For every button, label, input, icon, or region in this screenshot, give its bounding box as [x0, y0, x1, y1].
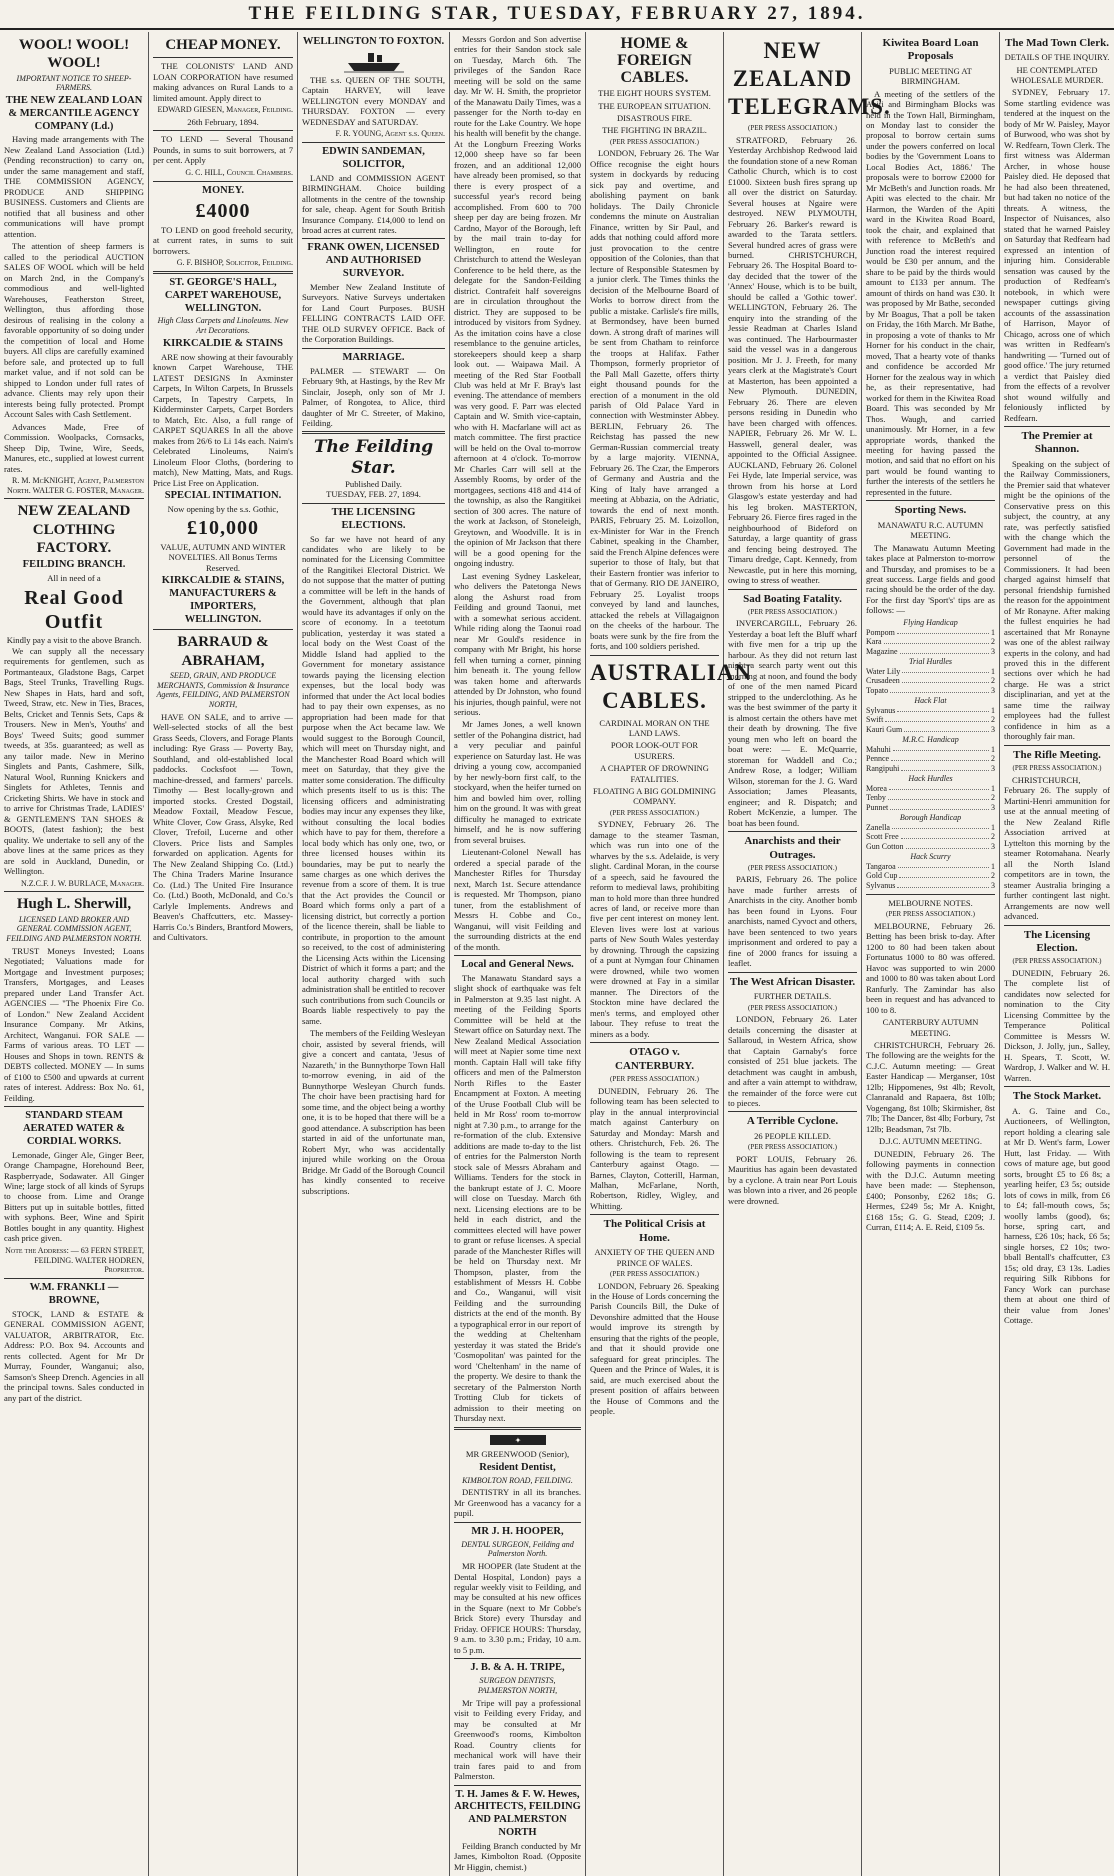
otago-body: DUNEDIN, February 26. The following team has been selected to play in the annual interprovincial match against Canterbury on Saturday and Monday: Marsh and others. Christchurch, Feb. 26. The following is the team to represent Canterbury against Otago. — Barnes, Clayton, Cotterill, Harman, Malhan, McFarlane, North, Robertson, Ridley, Wigley, and Whitting.	[590, 1085, 719, 1211]
home-sub-4: THE FIGHTING IN BRAZIL.	[602, 125, 707, 136]
race-name: Hack Scurry	[910, 851, 951, 861]
sherwill-heading: Hugh L. Sherwill,	[16, 896, 132, 913]
sporting-sub: MANAWATU R.C. AUTUMN MEETING.	[877, 519, 984, 541]
tripe-heading: J. B. & A. H. TRIPE,	[470, 1662, 565, 1674]
cyclone-body: PORT LOUIS, February 26. Mauritius has again been devastated by a cyclone. A train near Port Louis was blown into a river, and 26 people were drowned.	[728, 1153, 858, 1206]
race-tip-row: Mahuhi 1	[866, 744, 995, 754]
frankli-body: STOCK, LAND & ESTATE & GENERAL COMMISSION AGENT, VALUATOR, ARBITRATOR, Etc. Address: P.O. Box 94. Accounts and rents collected. Agent for Mr Dr Murray, Founder, Wanganui; also, Samson's Sheep Drench. Agencies in all the principal towns. Sales conducted in any part of the district.	[4, 1308, 144, 1403]
race-tip-row: Water Lily 1	[866, 666, 995, 676]
australian-sub-3: A CHAPTER OF DROWNING FATALITIES.	[600, 763, 709, 784]
clothing-heading: NEW ZEALAND CLOTHING FACTORY.	[17, 503, 131, 557]
continued-news-4: Lieutenant-Colonel Newall has ordered a special parade of the Manchester Rifles for Thursday next, March 1st. Secure attendance is requested. Mr Thompson, piano tuner, from the establishment of Messrs H. Cobbe and Co., Wanganui, will visit Feilding and the surrounding districts at the end of the month.	[454, 847, 581, 952]
steamship-icon	[302, 51, 445, 73]
home-body: LONDON, February 26. The War Office recognise the eight hours system in dockyards by reducing sick pay and overtime, and abolishing payment on bank holidays. The Daily Chronicle condemns the minute on Australian Finance, written by Sir Paul, and adds that nothing could afford more just provocation to the centre opposition of the Colonies, than that lecture of Responsible Statesmen by a junior clerk. The Times thinks the decision of the Melbourne Board of Works to borrow direct from the public a mistake. Carlisle's fire mills, at Bermondsey, have been burned down. A strong draft of marines will be sent from Chatham to reinforce the troops at Halifax. Father Thompson, formerly proprietor of the Pall Mall Gazette, offers thirty eight thousand pounds for the erection of a monument in the old parish of Old Palace Yard in connection with Westminster Abbey. BERLIN, February 26. The Reichstag has passed the new German-Russian commercial treaty by a large majority. VIENNA, February 26. The Czar, the Emperors of Germany and Austria and the King of Italy have arranged a meeting at Abbazia, on the Adriatic, towards the end of next month. PARIS, February 25. M. Loizollon, ex-Minister for War in the French Cabinet, speaking in the Chamber, said the French Alpine defences were superior to those of Italy, but that their Eastern frontier was inferior to that of Germany. RIO DE JANEIRO, February 25. Loyalist troops conveyed by land and launches, attacked the rebels at Villagaignon on the cheeks of the harbour. The boats were sunk by the fire from the forts, and 100 soldiers perished.	[590, 148, 719, 652]
hooper-body: MR HOOPER (late Student at the Dental Hospital, London) pays a regular weekly visit to Feilding, and may be consulted at his new offices in the Square (next to Mr Cobbe's Brick Store) every Thursday and Friday. OFFICE HOURS: Thursday, 9 a.m. to 3.30 p.m.; Friday, 10 a.m. to 5 p.m.	[454, 1561, 581, 1655]
hooper-subheading: DENTAL SURGEON, Feilding and Palmerston North.	[461, 1539, 574, 1559]
hooper-heading: MR J. H. HOOPER,	[471, 1525, 564, 1537]
money-body: TO LEND on good freehold security, at current rates, in sums to suit borrowers.	[153, 224, 293, 256]
wool-heading: WOOL! WOOL! WOOL!	[18, 37, 130, 72]
race-tips-list	[866, 618, 995, 891]
kirkcaldie-heading: KIRKCALDIE & STAINS	[163, 337, 283, 349]
continued-news-2: Last evening Sydney Laskelear, who delivers the Patetonga News along the Ashurst road from Feilding and ground Taonui, met with a somewhat serious accident. While riding along the Taonui road near Mr Gould's residence in company with Mr Bright, his horse fell when turning a corner, pinning him beneath it. The young fellow was taken home and afterwards attended by Dr Johnston, who found his injuries, though painful, were not serious.	[454, 570, 581, 717]
home-sub-3: DISASTROUS FIRE.	[616, 113, 693, 124]
issue-date: TUESDAY, FEB. 27, 1894.	[326, 489, 421, 500]
clothing-outfit: Real Good Outfit	[24, 586, 124, 634]
race-name: Flying Handicap	[903, 617, 958, 627]
stock-market-heading: The Stock Market.	[1012, 1090, 1102, 1103]
column-3	[298, 32, 450, 1876]
licensing-body-2: The members of the Feilding Wesleyan choir, assisted by several friends, will give a concert and cantata, 'Jesus of Nazareth,' in the Bunnythorpe Town Hall to-morrow evening, in aid of the Bunnythorpe Wesleyan Church funds. The choir have been practising hard for some time, and the object being a worthy one, it is to be hoped that there will be a good attendance. A subscription has been started in aid of the unfortunate man, Robert Myr, who was accidentally injured while working on the Oroua Bridge. Mr Gadd of the Borough Council has kindly consented to receive subscriptions.	[302, 1028, 445, 1196]
horse-name: Kauri Gum	[866, 725, 903, 735]
dentist-body: DENTISTRY in all its branches. Mr Greenwood has a vacancy for a pupil.	[454, 1487, 581, 1519]
stgeorge-subheading: High Class Carpets and Linoleums. New Art Decorations.	[157, 316, 289, 336]
continued-news: Messrs Gordon and Son advertise entries for their Sandon stock sale on Tuesday, March 6th. The privileges of the Sandon Race meeting will be sold on the same day. Mr W. H. Smith, the proprietor of the Manawatu Daily Times, was a passenger for the North to-day en route for the Lake Country. We hope his health will benefit by the change. At the Longburn Freezing Works 12,000 sheep have so far been frozen, and an additional 12,000 have already been promised, so that there is every prospect of a successful year's record being accomplished. From 600 to 700 sheep per day are being frozen. Mr Cardno, Mayor of the Borough, left by the mail train to-day for Wellington, en route for Christchurch to attend the Wesleyan Conference to be held there, as the delegate for the Sandon-Feilding district. Contrafeit half sovereigns are in circulation throughout the district. They are supposed to be introduced by visitors from Sydney. As the imitation coins have a close resemblance to the genuine articles, storekeepers should keep a sharp look out. — Waipawa Mail. A meeting of the Red Star Football Club was held at Mr F. Bray's last evening. The attendance of members was very good. F. Parr was elected Captain and W. Smith vice-captain, who with H. Macfarlane will act as match committee. The first practice will be held on the Oval to-morrow afternoon at 4 o'clock. To-morrow Mr Charles Carr will sell at the Assembly Rooms, by order of the mortgagees, sections 418 and 414 of the township, as also the Rangitikei section of 300 acres. The nature of the work at Jackson, of Stoneleigh, Greytown, and Woodville. It is in the opinion of Mr Jackson that there will be a good opening for the ongoing industry.	[454, 34, 581, 569]
horse-name: Pompom	[866, 627, 895, 637]
horse-name: Kara	[866, 637, 882, 647]
column-7	[862, 32, 1000, 1876]
race-tip-row: Morea 1	[866, 783, 995, 793]
foxton-heading: WELLINGTON TO FOXTON.	[302, 36, 445, 47]
dentist-subheading: KIMBOLTON ROAD, FEILDING.	[462, 1475, 573, 1485]
race-tip-row: Kauri Gum 3	[866, 725, 995, 735]
horse-name: Zanella	[866, 822, 890, 832]
continued-news-3: Mr James Jones, a well known settler of the Pohangina district, had a very peculiar and painful experience on Saturday last. He was driving a young cow, accompanied by her newly-born first calf, to the stockyard, when the heifer turned on him and bowled him over, rolling him on the ground. It was with great difficulty he managed to extricate himself, and he is now suffering from several bruises.	[454, 719, 581, 845]
australian-sub-2: POOR LOOK-OUT FOR USURERS.	[610, 740, 699, 761]
horse-name: Tangaroa	[866, 861, 896, 871]
race-name: M.R.C. Handicap	[902, 734, 959, 744]
lend-body: TO LEND — Several Thousand Pounds, in sums to suit borrowers, at 7 per cent. Apply	[153, 134, 293, 166]
mad-clerk-sub: DETAILS OF THE INQUIRY.	[1004, 52, 1110, 63]
stgeorge-heading: ST. GEORGE'S HALL, CARPET WAREHOUSE, WELLINGTON.	[164, 277, 282, 314]
advances-text: Advances Made, Free of Commission. Woolpacks, Cornsacks, Sheep Dip, Twine, Wire, Seeds, Manures, etc., supplied at lowest current rates.	[4, 421, 144, 474]
barraud-heading: BARRAUD & ABRAHAM,	[177, 634, 269, 669]
masthead: THE FEILDING STAR, TUESDAY, FEBRUARY 27, 1894.	[0, 0, 1114, 30]
column-1	[0, 32, 149, 1876]
djc-body: DUNEDIN, February 26. The following payments in connection with the D.J.C. Autumn meeting have been made: — Stephenson, £400; Ponsonby, £262 18s; G. Hermes, £249 5s; Mr A. Knight, £168 15s; G. G. Stead, £209; J. Curran, £114; A. E. Reid, £109 5s.	[866, 1148, 995, 1233]
mad-clerk-body: SYDNEY, February 17. Some startling evidence was tendered at the inquest on the body of Mr W. Paisley, Mayor of Burwood, who was shot by W. Redfearn, Town Clerk. The first witness was Alderman Archer, in whose house Paisley died. He deposed that he had also been threatened, but had taken no notice of the threats. A witness, the Inspector of Nuisances, also stated that he warned Paisley on Saturday that Redfearn had expressed an intention of injuring him. Considerable sensation was caused by the production of Redfearn's notebook, in which were newspaper cuttings giving accounts of the assassination of Harrison, Mayor of Chicago, across one of which was written in Redfearn's handwriting — 'Turned out of good office.' The jury returned a verdict that Paisley died from the effects of a revolver shot wound wilfully and feloniously inflicted by Redfearn.	[1004, 87, 1110, 423]
otago-credit: (PER PRESS ASSOCIATION.)	[610, 1075, 699, 1084]
tooth-icon	[454, 1433, 581, 1449]
kirkcaldie-amount: £10,000	[187, 517, 259, 540]
horse-name: Sylvanus	[866, 705, 896, 715]
clothing-branch: FEILDING BRANCH.	[22, 559, 126, 571]
kirkcaldie-showing: Now opening by the s.s. Gothic,	[167, 503, 279, 514]
kiwitea-sub: PUBLIC MEETING AT BIRMINGHAM.	[889, 65, 972, 87]
anarchists-body: PARIS, February 26. The police have made further arrests of Anarchists in the city. Another bomb has been found in Lyons. Four anarchists, named Cyvoct and others, have been sentenced to two years imprisonment and ordered to pay a fine of 2000 francs for issuing a leaflet.	[728, 874, 857, 969]
otago-heading: OTAGO v. CANTERBURY.	[615, 1046, 694, 1072]
political-credit: (PER PRESS ASSOCIATION.)	[610, 1269, 699, 1278]
kirkcaldie-body: ARE now showing at their favourably known Carpet Warehouse, THE LATEST DESIGNS In Axminster Carpets, In Wilton Carpets, In Brussels Carpets, In Tapestry Carpets, In Kidderminster Carpets, Carpet Borders to Match, Etc. Also, a full range of CARPET SQUARES In all the above makes from 26/6 to Li 14s each. Nairn's Celebrated Linoleums, Nairn's Linoleum Floor Cloths, (bordering to match), New Matting, Mats, and Rugs. Price List Free on Application.	[153, 351, 293, 488]
horse-name: Crusadeen	[866, 676, 900, 686]
horse-name: Rangipuhi	[866, 764, 900, 774]
djc-heading: D.J.C. AUTUMN MEETING.	[879, 1136, 982, 1147]
marriage-heading: MARRIAGE.	[342, 351, 405, 363]
licensing-body: So far we have not heard of any candidates who are likely to be nominated for the Licensing Committee of the Rangitikei Electoral District. We do not suppose that the matter of putting a committee will be left in the hands of the Government, although that plan would have its advantages if only on the score of economy. In a teetotum publication, yesterday it was stated a local body on the West Coast of the Middle Island had applied to the Government for monetary assistance towards paying the licensing election expenses, but the local body was informed that under the Act local bodies had to pay their own expenses, as no appropriation had been made for that purpose when the Act became law. We would suggest to the Borough Council, which will meet on Thursday night, and the Manchester Road Board which will meet on Saturday, that they give the matter some consideration. The difficulty which presents itself to us is this: The licensing officers and administrating bodies may incur any expenses they like, without consulting the local bodies which have to pay for them, therefore a local body which has only one, two, or three licensed houses within its boundaries, may be put to nearly the same charges as one which derives the revenue from a score of them. It is true that the Act provides the Council or Board which forms only a part of a licensing district, but correctly a portion of the licence therein, shall be liable to contribute, in proportion to the amount so received, to the cost of administering the Licensing Acts within the Licensing District of which it forms a part; and the local authority charged with such administration shall be entitled to recover such contributions from such Councils or Boards liable respectively to pay the same.	[302, 533, 445, 1026]
horse-name: Swift	[866, 715, 884, 725]
colonists-date: 26th February, 1894.	[187, 116, 259, 127]
sandeman-body: LAND and COMMISSION AGENT BIRMINGHAM. Choice building allotments in the centre of the township for sale, cheap. Agent for South British Insurance Company. £14,000 to lend on broad acres at current rates.	[302, 172, 445, 235]
clothing-body: We can supply all the necessary requirements for gentlemen, such as Portmanteaux, Gladstone Bags, Carpet Bags, Steel Trunks, Travelling Rugs. New Shapes in Hats, hard and soft, Tweed, Straw, etc. New in Ties, Braces, Belts, Cricket and Tennis Sets, Caps & Trousers. New in Men's, Youths' and Boys' Tweed Suits; good summer tweeds, at 35s. guaranteed; as well as any tailor made. New in Merino Singlets and Pants, Cashmere, Silk, Natural Wool, Running Knickers and Singlets for Athletes, Tennis and Cricketing Shirts. We have in stock and to arrive for Christmas Trade, LADIES' & GENTLEMEN'S TAN SHOES & BOOTS, (latest fashion); the best quality. We undertake to sell any of the above lines at the same prices as they are sold in Auckland, Dunedin, or Wellington.	[4, 645, 144, 877]
west-african-sub: FURTHER DETAILS.	[753, 991, 832, 1002]
anarchists-credit: (PER PRESS ASSOCIATION.)	[748, 863, 837, 872]
cyclone-credit: (PER PRESS ASSOCIATION.)	[748, 1143, 837, 1152]
melbourne-heading: MELBOURNE NOTES.	[888, 897, 973, 908]
nz-body: STRATFORD, February 26. Yesterday Archbishop Redwood laid the foundation stone of a new Roman Catholic Church, which is to cost £1000. Sixteen bush fires sprang up all over the district on Saturday. Several houses at Ngaire were destroyed. NEW PLYMOUTH, February 26. Barker's reward is awarded to the Tarata settlers. Several hundred acres of grass were burned. CHRISTCHURCH, February 26. The Hospital Board to-day decided that the tower of the 'Annex' House, which is to be built, should be called a 'Gothic tower'. WELLINGTON, February 26. The enquiry into the stranding of the Jessie Readman at Charles Island was continued. The Harbourmaster said the vessel was in a dangerous position. Mr J. J. Freeth, for many years clerk at the Magistrate's Court at Masterton, has been appointed a New Plymouth. DUNEDIN, February 26. There are eleven persons residing in Dunedin who have been charged with offences. NAPIER, February 26. Mr W. L. Hasswell, general dealer, was appointed to the Official Assignee. AUCKLAND, February 26. Colonel Fei Hyde, late Imperial service, was thrown from his horse at Lord Glasgow's estate yesterday and had his leg broken. MASTERTON, February 26. Fierce fires raged in the neighbourhood of Bideford on Saturday, a large quantity of grass and fencing being destroyed. The Timaru dredge, Capt. Kennedy, from Newcastle, put in here this morning, owing to stress of weather.	[728, 134, 857, 586]
sandeman-heading: EDWIN SANDEMAN, SOLICITOR,	[322, 145, 425, 170]
home-sub-2: THE EUROPEAN SITUATION.	[598, 100, 711, 111]
shannon-body: Speaking on the subject of the Railway Commissioners, the Premier said that whatever might be the opinions of the Conservative press on this subject, the country, at any rate, was perfectly satisfied with the change which the Government had made in the personnel of the Commissioners. It had been charged against himself that personal friendship furnished the reason for the appointment of Mr Ronayne. After making the fullest enquiries he had ascertained that Mr Ronayne was one of the ablest railway experts in the colony, and had proved this in the different sections over which he had charge. He was a strict disciplinarian, and yet at the same time the railway employees had the fullest confidence in him as a thoroughly fair man.	[1004, 458, 1110, 742]
aerated-heading: STANDARD STEAM AERATED WATER & CORDIAL WORKS.	[22, 1110, 126, 1147]
horse-name: Morea	[866, 783, 887, 793]
architects-body: Feilding Branch conducted by Mr James, Kimbolton Road. (Opposite Mr Higgin, chemist.)	[454, 1840, 581, 1872]
published-daily: Published Daily.	[345, 478, 402, 489]
political-body: LONDON, February 26. Speaking in the House of Lords concerning the Parish Councils Bill, the Duke of Devonshire admitted that the House would improve its strength by ensuring that the rights of the people, and that it should provide one safeguard for great principles. The Queen and the Prince of Wales, it is said, are much exercised about the present position of affairs between the House of Commons and the people.	[590, 1280, 719, 1417]
race-tip-row: Pompom 1	[866, 627, 995, 637]
boating-credit: (PER PRESS ASSOCIATION.)	[748, 607, 837, 616]
licensing-election-heading: The Licensing Election.	[1023, 928, 1091, 954]
horse-name: Punnet	[866, 803, 889, 813]
greenwood-name: MR GREENWOOD (Senior),	[465, 1449, 570, 1460]
local-news-heading: Local and General News.	[461, 959, 574, 971]
west-african-body: LONDON, February 26. Later details concerning the disaster at Sallaroud, in Western Africa, show that Captain Garnaby's force consisted of 251 blue jackets. The detachment was caught in ambush, and after a vain attempt to withdraw, the remainder of the force were cut to pieces.	[728, 1014, 857, 1108]
column-8	[1000, 32, 1114, 1876]
anarchists-heading: Anarchists and their Outrages.	[744, 835, 841, 861]
nzla-body: Having made arrangements with The New Zealand Land Association (Ltd.) (Pending reconstruction) to carry on, under the same management and staff, THE COMMISSION AGENCY, PRODUCE AND SHIPPING BUSINESS. Customers and Clients are notified that all business and other communications will have prompt attention.	[4, 134, 144, 239]
west-african-heading: The West African Disaster.	[729, 975, 856, 988]
race-tip-row: Swift 2	[866, 715, 995, 725]
auction-body: The attention of sheep farmers is called to the periodical AUCTION SALES OF WOOL which will be held on March 2nd, in the Company's commodious and well-lighted Warehouses, Featherston Street, Wellington, thus affording those desirous of realising in the colony a favorable opportunity of so doing under the competition of local and Home buyers. All clips are carefully examined before sale, and protected up to full market value, and if not sold can be shipped to London under full rates of advance. Clients may rely upon their interests being fully protected. Prompt Account Sales with Cash Settlement.	[4, 241, 144, 420]
owen-heading: FRANK OWEN, LICENSED AND AUTHORISED SURVEYOR.	[307, 242, 440, 280]
architects-heading: T. H. James & F. W. Hewes, ARCHITECTS, FEILDING AND PALMERSTON NORTH	[454, 1788, 581, 1838]
queen-signature: F. R. YOUNG, Agent s.s. Queen.	[335, 129, 445, 139]
cyclone-heading: A Terrible Cyclone.	[746, 1115, 839, 1128]
horse-name: Scott Free	[866, 832, 899, 842]
horse-name: Gold Cup	[866, 871, 898, 881]
kiwitea-body: A meeting of the settlers of the Apiti and Birmingham Blocks was held in the Town Hall, Birmingham, on Monday last to consider the proposal to borrow certain sums under the powers conferred on local bodies by the 'Government Loans to Local Bodies Act, 1886.' The proposals were to borrow £2000 for Mr McBeth's and Junction roads. Mr Apiti was elected to the chair. Mr Harmon, the Warden of the Apiti ward in the Kiwitea Road Board, took the chair, and explained that with reference to McBeth's and Junction road the interest required would be £30 per annum, and the share to be paid by the thirds would amount to £133 per annum. The amount of thirds on hand was £30. It was proposed by Mr Bathe, seconded by Mr Boagus, That a poll be taken on Friday, the 16th March. Mr Bathe, in proposing a vote of thanks to Mr Horner for his conduct in the chair, moved, That a hearty vote of thanks and confidence be accorded Mr Horner for the zealous way in which he, as their representative, had worked for them in the Kiwitea Road Board. This was seconded by Mr Thos. Waugh, and carried unanimously. Mr Horner, in a few appropriate words, thanked the meeting for having passed the motion, and said that no effort on his part would be found wanting to further the interests of the settlers he represented in the future.	[866, 88, 995, 497]
local-news-body: The Manawatu Standard says a slight shock of earthquake was felt in Palmerston at 9.35 last night. A meeting of the Feilding Sports Committee will be held at the Stewart office on Saturday next. The New Zealand Medical Association will meet at Napier some time next month. Captain Hall will take fifty officers and men of the Palmerston North Rifles to the Easter Encampment at Foxton. A meeting of the Uruse Football Club will be held in Mr Ross' room to-morrow night at 7.30 p.m., to arrange for the re-formation of the club. Extensive additions are made to-day to the list of entries for the Palmerston North stock sale of Messrs Abraham and Williams. Tenders for the stock in the bankrupt estate of J. C. Moore will close on Tuesday. March 6th next. Licensing elections are to be held in each district, and the committees elected will have power to grant or refuse licenses. A special parade of the Manchester Rifles will be held on Thursday next. Mr Thompson, plaster, from the establishment of Messrs H. Cobbe and Co., Wanganui, will visit Feilding and the surrounding districts at the end of the month. By a typographical error in our report of the wedding at Cheltenham yesterday it was stated the Bride's 'Cosmopolitan' was painted for the word 'Cheltenham' in the name of the property. We desire to thank the secretary of the Palmerston North Trotting Club for tickets of admission to their meeting on Thursday next.	[454, 972, 581, 1424]
horse-name: Water Lily	[866, 666, 901, 676]
column-5	[586, 32, 753, 1876]
horse-name: Mahuhi	[866, 744, 891, 754]
australian-credit: (PER PRESS ASSOCIATION.)	[610, 808, 699, 817]
mad-clerk-sub-2: HE CONTEMPLATED WHOLESALE MURDER.	[1010, 64, 1104, 86]
australian-heading: AUSTRALIAN CABLES.	[590, 659, 753, 713]
licensing-election-credit: (PER PRESS ASSOCIATION.)	[1012, 957, 1102, 966]
australian-sub-1: CARDINAL MORAN ON THE LAND LAWS.	[599, 717, 710, 739]
home-foreign-heading: HOME & FOREIGN CABLES.	[617, 35, 692, 86]
melbourne-credit: (PER PRESS ASSOCIATION.)	[886, 910, 975, 919]
race-tip-row: Sylvanus 3	[866, 881, 995, 891]
colonists-body: THE COLONISTS' LAND AND LOAN CORPORATION have resumed making advances on Rural Lands to a limited amount. Apply direct to	[153, 61, 293, 103]
rifle-body: CHRISTCHURCH, February 26. The supply of Martini-Henri ammunition for use at the annual meeting of the New Zealand Rifle Association arrived at Lyttelton this morning by the steamer Rotomahana. Nearly all the North Island competitors are in town, the steamer Australia bringing a further contingent last night. Arrangements are now well advanced.	[1004, 774, 1110, 922]
horse-name: Pennce	[866, 754, 890, 764]
race-tip-row: Tenby 2	[866, 793, 995, 803]
dentist-heading: Resident Dentist,	[479, 1461, 556, 1473]
auction-signature: R. M. McKNIGHT, Agent, Palmerston North. WALTER G. FOSTER, Manager.	[7, 475, 144, 495]
tripe-subheading: SURGEON DENTISTS, PALMERSTON NORTH,	[477, 1676, 558, 1695]
political-subheading: ANXIETY OF THE QUEEN AND PRINCE OF WALES.	[594, 1247, 715, 1268]
australian-body: SYDNEY, February 26. The damage to the steamer Tasman, which was run into one of the wharves by the s.s. Adelaide, is very slight. Cardinal Moran, in the course of a speech, said he favoured the reform to medieval laws, prohibiting man to hold more than three hundred acres of land, or receive more than five per cent interest on money lent. Eleven lives were lost at various parts of New South Wales yesterday by drowning. Through the capsizing of a punt at Nymgan four Chinamen were drowned, while two women were drowned at Fay in a similar manner. The Directors of the Stockton mine have declared the men's terms, and employed other labour. They refuse to treat the miners as a body.	[590, 819, 719, 1039]
licensing-heading: THE LICENSING ELECTIONS.	[331, 506, 416, 531]
horse-name: Tenby	[866, 793, 886, 803]
clothing-visit: Kindly pay a visit to the above Branch.	[6, 635, 142, 646]
australian-sub-4: FLOATING A BIG GOLDMINING COMPANY.	[592, 785, 716, 807]
kiwitea-heading: Kiwitea Board Loan Proposals	[882, 37, 979, 63]
frankli-heading: W.M. FRANKLI — BROWNE,	[29, 1282, 119, 1306]
barraud-subheading: SEED, GRAIN, AND PRODUCE MERCHANTS, Commission & Insurance Agents, FEILDING, AND PALMERSTON NORTH,	[156, 670, 290, 710]
race-tip-row: Punnet 3	[866, 803, 995, 813]
race-tip-row: Magazine 3	[866, 647, 995, 657]
mad-clerk-heading: The Mad Town Clerk.	[1005, 37, 1109, 49]
marriage-body: PALMER — STEWART — On February 9th, at Hastings, by the Rev Mr Sinclair, Joseph, only son of Mr J. Palmer, of Rongotea, to Alice, third daughter of Mr C. Streeter, of Makino, Feilding.	[302, 365, 445, 428]
race-tip-row: Sylvanus 1	[866, 705, 995, 715]
race-tip-row: Gold Cup 2	[866, 871, 995, 881]
race-name: Hack Hurdles	[908, 773, 953, 783]
money-heading: MONEY.	[202, 184, 244, 196]
colonists-signature: EDWARD GIESEN, Manager, Feilding.	[157, 105, 293, 115]
cyclone-sub: 26 PEOPLE KILLED.	[754, 1130, 831, 1141]
cheap-money-heading: CHEAP MONEY.	[165, 37, 281, 53]
shannon-heading: The Premier at Shannon.	[1021, 429, 1093, 456]
stock-market-body: A. G. Taine and Co., Auctioneers, of Wellington, report holding a clearing sale at Mr D. Went's farm, Lower Hutt, last Friday. — With cows of mature age, but good sorts, brought £5 to £6 8s; a yearling heifer, £3 5s; outside lots of cows in milk, from £6 to £4; fall-mouth cows, 5s; woolly lambs (good), 6s; horse, spring cart, and harness, £26 10s; hack, £6 5s; single horses, £2 10s; two-bball Bentall's chaffcutter, £3 15s; old dray, £3 13s. Ladies requiring Silk Ribbons for Fancy Work can purchase them at about one third of their value from Jones' Cottage.	[1004, 1105, 1110, 1326]
owen-body: Member New Zealand Institute of Surveyors. Native Surveys undertaken for Land Court Purposes. BUSH FELLING CONTRACTS LAID OFF. THE OLD SURVEY OFFICE. Back of the Corporation Buildings.	[302, 281, 445, 345]
queen-body: THE s.s. QUEEN OF THE SOUTH, Captain HARVEY, will leave WELLINGTON every MONDAY and THURSDAY. FOXTON — every WEDNESDAY and SATURDAY.	[302, 74, 445, 127]
race-name: Hack Flat	[914, 695, 947, 705]
west-african-credit: (PER PRESS ASSOCIATION.)	[748, 1003, 837, 1012]
home-sub-1: THE EIGHT HOURS SYSTEM.	[598, 88, 711, 99]
sherwill-body: TRUST Moneys Invested; Loans Negotiated; Valuations made for Mortgage and Investment purposes; Transfers, Mortgages, and Leases prepared under Land Transfer Act. AGENCIES — "The Phoenix Fire Co. of London." New Zealand Accident Insurance Company. Mr Atkins, Architect, Wanganui. FOR SALE — Farms of various areas. TO LET — Houses and Shops in town. RENTS & DEBTS collected. MONEY — In sums of £100 to £500 and upwards at current rates of interest. Address: Box No. 61, Feilding.	[4, 945, 144, 1103]
barraud-body: HAVE ON SALE, and to arrive — Well-selected stocks of all the best Grass Seeds, Clovers, and Forage Plants including: Rye Grass — Poverty Bay, Southland, and old-established local paddocks. Cocksfoot — Town, machine-dressed, and farmers' parcels. Timothy — Best locally-grown and imported stocks. Crested Dogstail, Meadow Foxtail, Meadow Fescue, White Clover, Cow Grass, Alsyke, Red Clover, Trefoil, Lucerne and other Clovers. Price lists and Samples forwarded on application. Agents for The New Zealand Shipping Co. (Ltd.) The China Traders Marine Insurance Co. (Ltd.) The United Fire Insurance Co. (Ltd.) Booth, McDonald, and Co.'s Carlyle Implements. Andrews and Beaven's Chaffcutters, etc. Massey-Harris Co.'s Binders, Brantford Mowers, and Cultivators.	[153, 711, 293, 943]
race-tip-row: Zanella 1	[866, 822, 995, 832]
tripe-body: Mr Tripe will pay a professional visit to Feilding every Friday, and may be consulted at Mr Greenwood's rooms, Kimbolton Road. Country clients for mechanical work will have their train fares paid to and from Palmerston.	[454, 1697, 581, 1782]
horse-name: Topato	[866, 686, 889, 696]
clothing-need: All in need of a	[47, 573, 101, 584]
race-name: Trial Hurdles	[908, 656, 953, 666]
horse-name: Sylvanus	[866, 881, 896, 891]
canterbury-body: CHRISTCHURCH, February 26. The following are the weights for the C.J.C. Autumn meeting: — Great Easter Handicap — Merganser, 10st 12lb; Hippomenes, 9st 4lb; Revolt, Clanranald and Rapaera, 8st 10lb; Vogengang, 8st 10lb; Skirmisher, 8st 7lb; The Dancer, 8st 4lb; Forbury, 7st 12lb; Beadsman, 7st 7lb.	[866, 1039, 995, 1134]
money-signature: G. F. BISHOP, Solicitor, Feilding.	[176, 258, 293, 268]
sporting-body: The Manawatu Autumn Meeting takes place at Palmerston to-morrow and Thursday, and promises to be a great success. Large fields and good racing should be the order of the day. For the first day 'Sport's' tips are as follows: —	[866, 542, 995, 616]
column-4	[450, 32, 586, 1876]
race-tip-row: Gun Cotton 3	[866, 842, 995, 852]
race-tip-row: Topato 3	[866, 686, 995, 696]
kirkcaldie-special: SPECIAL INTIMATION.	[164, 490, 282, 502]
horse-name: Magazine	[866, 647, 898, 657]
sporting-heading: Sporting News.	[894, 504, 967, 517]
horse-name: Gun Cotton	[866, 842, 904, 852]
home-credit: (PER PRESS ASSOCIATION.)	[610, 137, 699, 146]
wool-subheading: IMPORTANT NOTICE TO SHEEP-FARMERS.	[16, 73, 132, 93]
sherwill-subheading: LICENSED LAND BROKER AND GENERAL COMMISSION AGENT, FEILDING AND PALMERSTON NORTH.	[6, 914, 142, 944]
melbourne-body: MELBOURNE, February 26. Betting has been brisk to-day. After 1200 to 80 had been taken about Fortunatus 1000 to 80 was offered. Havoc was supported to win 2000 and 1000 to 80 was taken about Lord Ranfurly. The Zamindar has also been in request and has advanced to 100 to 8.	[866, 920, 995, 1015]
lend-signature: G. C. HILL, Council Chambers.	[185, 167, 293, 177]
svg-text:✦: ✦	[514, 1435, 521, 1445]
money-amount: £4000	[195, 200, 251, 223]
race-name: Borough Handicap	[899, 812, 962, 822]
political-heading: The Political Crisis at Home.	[603, 1218, 706, 1244]
race-tip-row: Kara 2	[866, 637, 995, 647]
rifle-credit: (PER PRESS ASSOCIATION.)	[1012, 764, 1102, 773]
kirkcaldie-value: VALUE, AUTUMN AND WINTER NOVELTIES. All Bonus Terms Reserved.	[160, 541, 286, 573]
licensing-election-body: DUNEDIN, February 26. The complete list of candidates now selected for nomination to the City Licensing Committee by the Temperance Political Committee is Messrs W. Dickson, J. Jolly, jun., Salley, H. Spears, T. Scott, W. Wardrop, J. Walker and W. H. Warren.	[1004, 967, 1110, 1083]
aerated-body: Lemonade, Ginger Ale, Ginger Beer, Orange Champagne, Horehound Beer, Raspberryade, Sodawater. All Ginger Wine; large stock of all kinds of Syrups to choose from. Lime and Orange Bitters put up in suitable bottles, fitted with syphons. Beer, Wine and Spirit Bottles bought in any quantity. Highest cash price given.	[4, 1149, 144, 1244]
clothing-signature: N.Z.C.F. J. W. BURLACE, Manager.	[20, 878, 144, 888]
boating-heading: Sad Boating Fatality.	[743, 592, 842, 605]
newspaper-page	[0, 32, 1114, 1872]
rifle-heading: The Rifle Meeting.	[1013, 748, 1101, 761]
canterbury-heading: CANTERBURY AUTUMN MEETING.	[882, 1017, 979, 1038]
newspaper-logo: The Feilding Star.	[313, 437, 434, 479]
race-tip-row: Rangipuhi 3	[866, 764, 995, 774]
nzla-heading: THE NEW ZEALAND LOAN & MERCANTILE AGENCY COMPANY (Ld.)	[5, 95, 143, 132]
boating-body: INVERCARGILL, February 26. Yesterday a boat left the Bluff wharf with five men for a trip up the harbour. As they did not return last night a search party went out this morning at noon, and found the body of one of the men named Picard stripped to the underclothing. As he was the best swimmer of the party it is almost certain the others have met their death by drowning. The five young men who left on board the boat were: — E. McQuarrie, storeman for Waddell and Co.; Andrew Rose, a lodger; William Wilson, storeman for the J. G. Ward Association; James Pleasants, engineer; and R. Dispatch; and Robert McKenzie, a lumper. The boat has been found.	[728, 618, 857, 828]
aerated-signature: Note the Address: — 63 FERN STREET, FEILDING. WALTER HODREN, Proprietor.	[5, 1245, 144, 1275]
nz-telegrams-heading: NEW ZEALAND TELEGRAMS.	[728, 38, 891, 120]
race-tip-row: Pennce 2	[866, 754, 995, 764]
race-tip-row: Tangaroa 1	[866, 861, 995, 871]
nz-credit: (PER PRESS ASSOCIATION.)	[748, 124, 837, 133]
kirkcaldie-signature: KIRKCALDIE & STAINS, MANUFACTURERS & IMPORTERS, WELLINGTON.	[161, 575, 285, 625]
race-tip-row: Scott Free 2	[866, 832, 995, 842]
column-2	[149, 32, 298, 1876]
race-tip-row: Crusadeen 2	[866, 676, 995, 686]
